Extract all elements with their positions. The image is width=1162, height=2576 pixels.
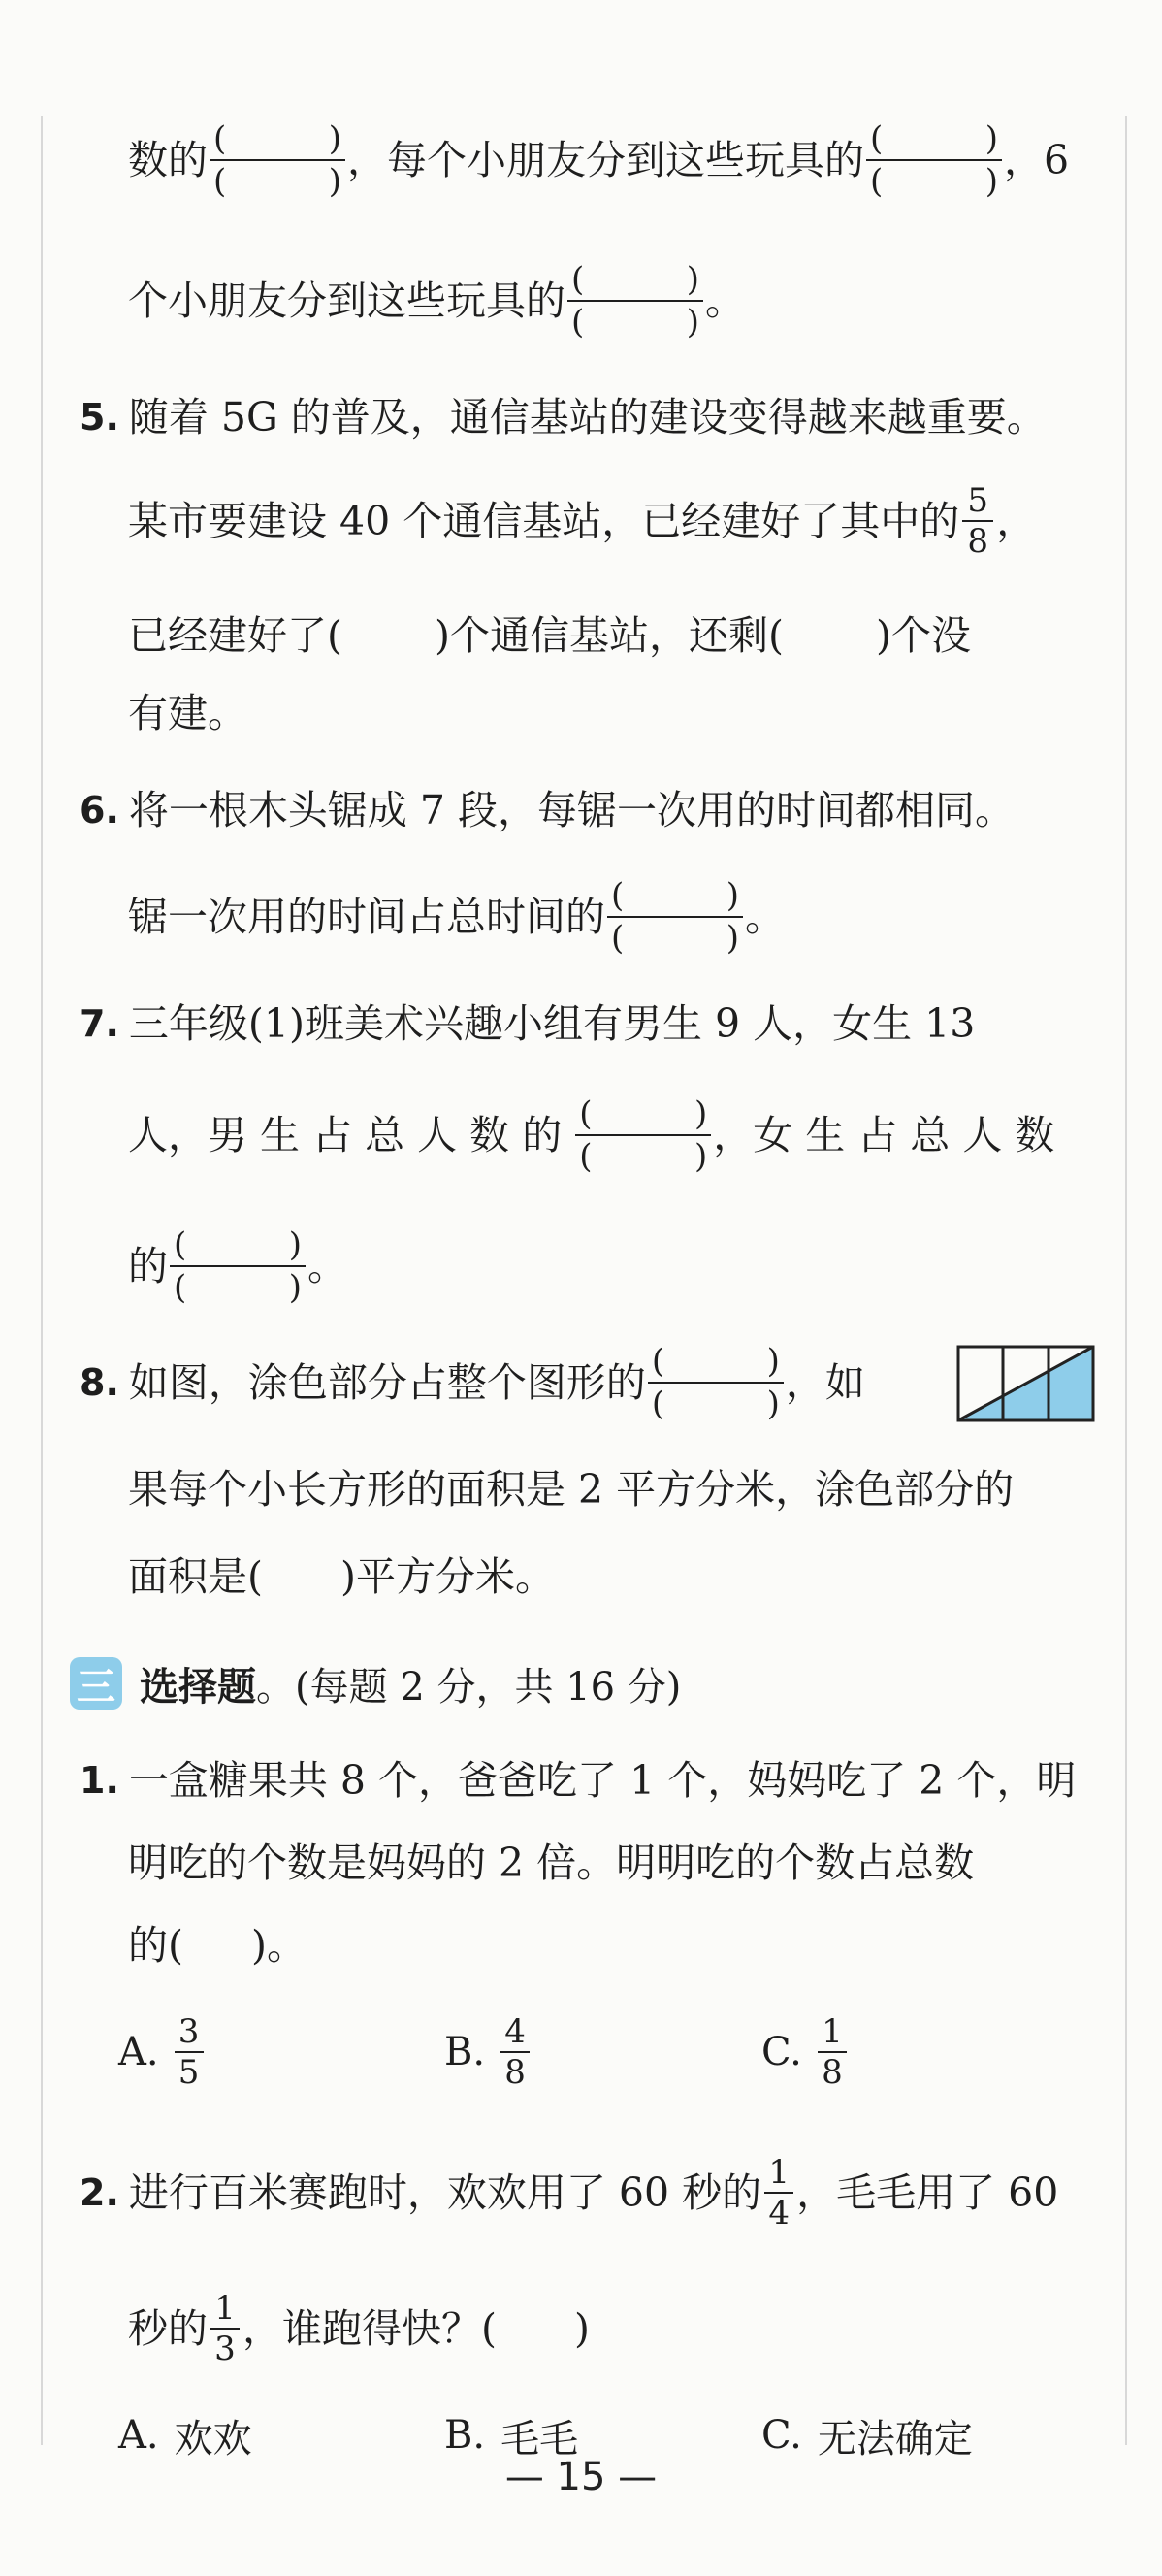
question-number: 2. (80, 2171, 119, 2214)
section-badge: 三 (70, 1657, 122, 1710)
text: ，6 (1004, 136, 1070, 183)
text: 面积是( (128, 1552, 263, 1600)
text: 有建。 (128, 689, 247, 736)
q7-line-3 (0, 1213, 1162, 1320)
section-title: 选择题 (140, 1664, 256, 1710)
answer-fraction-blank[interactable]: ( ) ( ) (567, 259, 703, 342)
answer-fraction-blank[interactable]: ( ) ( ) (648, 1341, 784, 1424)
question-number: 7. (80, 1002, 119, 1045)
text: 数的 (128, 136, 208, 183)
question-number: 5. (80, 396, 119, 439)
question-number: 8. (80, 1361, 119, 1404)
text: 进行百米赛跑时，欢欢用了 60 秒的 (128, 2168, 762, 2216)
text: 。 (745, 893, 785, 940)
answer-fraction-blank[interactable]: ( ) ( ) (210, 118, 345, 202)
option-c[interactable]: C. $\frac{1}{8}$ (761, 1999, 850, 2105)
option-c[interactable]: C. 无法确定 (761, 2413, 973, 2462)
question-number: 1. (80, 1759, 119, 1802)
q8-line-3 (0, 1523, 1162, 1630)
text: 某市要建设 40 个通信基站，已经建好了其中的 (128, 497, 960, 544)
c2-line-1 (0, 2139, 1162, 2246)
text: )个通信基站，还剩( (435, 611, 784, 659)
text: 果每个小长方形的面积是 2 平方分米，涂色部分的 (128, 1465, 1015, 1513)
option-b[interactable]: B. $\frac{4}{8}$ (444, 1999, 533, 2105)
q6-line-2 (0, 864, 1162, 970)
q5-line-1 (0, 364, 1162, 471)
text: 的( (128, 1921, 183, 1969)
q6-line-1 (0, 757, 1162, 864)
text: ，如 (785, 1358, 865, 1406)
page-number: — 15 — (504, 2455, 658, 2499)
text: 秒的 (128, 2304, 208, 2352)
text: 人，男 生 占 总 人 数 的 (128, 1111, 563, 1158)
fraction: $\frac{5}{8}$ (962, 481, 993, 561)
answer-fraction-blank[interactable]: ( ) ( ) (170, 1224, 306, 1308)
text: )个没 (876, 611, 971, 659)
text: ，毛毛用了 60 (796, 2168, 1059, 2216)
fraction: $\frac{1}{3}$ (210, 2289, 240, 2368)
question-number: 6. (80, 789, 119, 831)
option-b[interactable]: B. 毛毛 (444, 2413, 579, 2462)
text: 的 (128, 1242, 168, 1289)
text: 已经建好了( (128, 611, 342, 659)
text: ， (996, 497, 1037, 544)
text: 个小朋友分到这些玩具的 (128, 277, 565, 324)
fragment-line-1 (0, 107, 1162, 213)
text: 一盒糖果共 8 个，爸爸吃了 1 个，妈妈吃了 2 个，明 (128, 1756, 1077, 1804)
option-a[interactable]: A. $\frac{3}{5}$ (118, 1999, 207, 2105)
text: )平方分米。 (340, 1552, 555, 1600)
text: ，女 生 占 总 人 数 (713, 1111, 1055, 1158)
fraction: $\frac{1}{4}$ (764, 2153, 793, 2233)
text: 三年级(1)班美术兴趣小组有男生 9 人，女生 13 (128, 999, 976, 1047)
q7-line-2 (0, 1082, 1162, 1189)
option-a[interactable]: A. 欢欢 (118, 2413, 252, 2462)
c2-line-2 (0, 2275, 1162, 2382)
q7-line-1 (0, 970, 1162, 1077)
text: 。 (705, 277, 745, 324)
text: )。 (251, 1921, 307, 1969)
q5-line-2 (0, 468, 1162, 574)
section-heading (70, 1649, 681, 1717)
text: 将一根木头锯成 7 段，每锯一次用的时间都相同。 (128, 786, 1016, 833)
shaded-rectangle-figure (955, 1344, 1096, 1423)
text: ，谁跑得快？( (242, 2304, 497, 2352)
text: ) (574, 2304, 590, 2352)
answer-fraction-blank[interactable]: ( ) ( ) (866, 118, 1002, 202)
text: 明吃的个数是妈妈的 2 倍。明明吃的个数占总数 (128, 1839, 975, 1886)
answer-fraction-blank[interactable]: ( ) ( ) (607, 875, 743, 959)
section-note: 。(每题 2 分，共 16 分) (256, 1664, 682, 1710)
text: 如图，涂色部分占整个图形的 (128, 1358, 646, 1406)
text: ，每个小朋友分到这些玩具的 (347, 136, 864, 183)
fragment-line-2 (0, 247, 1162, 354)
text: 随着 5G 的普及，通信基站的建设变得越来越重要。 (128, 393, 1047, 440)
text: 锯一次用的时间占总时间的 (128, 893, 605, 940)
text: 。 (307, 1242, 347, 1289)
answer-fraction-blank[interactable]: ( ) ( ) (575, 1093, 711, 1177)
q5-line-4 (0, 660, 1162, 766)
c1-line-3 (0, 1892, 1162, 1999)
